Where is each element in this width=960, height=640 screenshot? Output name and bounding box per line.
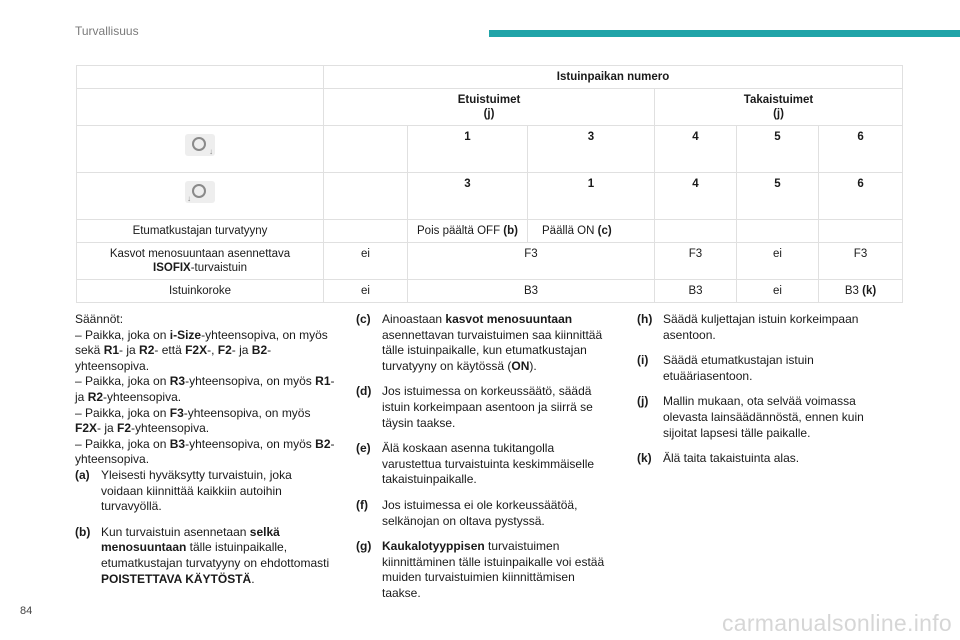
section-title: Turvallisuus: [75, 24, 139, 38]
booster-label: Istuinkoroke: [77, 280, 324, 303]
rear-seats-header: Takaistuimet (j): [655, 89, 903, 126]
steering-wheel-icon: ↓: [185, 134, 215, 156]
page-number: 84: [20, 605, 33, 617]
rule-item: – Paikka, joka on B3-yhteensopiva, on myös B2-yhteensopiva.: [75, 436, 335, 467]
table-title: Istuinpaikan numero: [324, 66, 903, 89]
note-k: (k) Älä taita takaistuinta alas.: [637, 451, 800, 466]
note-d: (d) Jos istuimessa on korkeussäätö, säädä istuin korkeimpaan asentoon ja siirrä se täysin taakse.: [356, 384, 593, 430]
header-accent-bar: [489, 30, 960, 37]
note-h: (h) Säädä kuljettajan istuin korkeimpaan asentoon.: [637, 312, 859, 342]
note-a: (a) Yleisesti hyväksytty turvaistuin, joka voidaan kiinnittää kaikkiin autoihin turvavyöllä.: [75, 467, 292, 514]
table-row: [77, 89, 903, 126]
table-row: Kasvot menosuuntaan asennettava ISOFIX-turvaistuin ei F3 F3 ei F3: [77, 243, 903, 280]
airbag-off: Pois päältä OFF (b): [408, 220, 528, 243]
note-f: (f) Jos istuimessa ei ole korkeussäätöä, selkänojan on oltava pystyssä.: [356, 497, 578, 528]
rules-column: [75, 312, 335, 597]
watermark: carmanualsonline.info: [721, 610, 952, 636]
note-e: (e) Älä koskaan asenna tukitangolla varustettua turvaistuinta keskimmäiselle takaistuinpaikalle.: [356, 441, 595, 487]
seat-table: [76, 65, 903, 303]
airbag-on: Päällä ON (c): [528, 220, 655, 243]
table-row: ↓ 1 3 4 5 6: [77, 126, 903, 173]
front-seats-header: Etuistuimet (j): [324, 89, 655, 126]
rule-item: – Paikka, joka on F3-yhteensopiva, on myös F2X- ja F2-yhteensopiva.: [75, 405, 311, 436]
table-row: [77, 66, 903, 89]
note-g: (g) Kaukalotyyppisen turvaistuimen kiinnittäminen tälle istuinpaikalle voi estää muiden turvaistuimien kiinnittämisen taakse.: [356, 539, 605, 600]
rules-heading: Säännöt:: [75, 312, 124, 326]
note-c: (c) Ainoastaan kasvot menosuuntaan asennettavan turvaistuimen saa kiinnittää tälle istuinpaikalle, kun etumatkustajan turvatyyny on käytössä (ON).: [356, 312, 603, 373]
table-row: ↓ 3 1 4 5 6: [77, 173, 903, 220]
table-row: [77, 220, 903, 243]
isofix-label: Kasvot menosuuntaan asennettava ISOFIX-turvaistuin: [77, 243, 324, 280]
rule-item: – Paikka, joka on i-Size-yhteensopiva, on myös sekä R1- ja R2- että F2X-, F2- ja B2-yhteensopiva.: [75, 327, 328, 373]
note-j: (j) Mallin mukaan, ota selvää voimassa olevasta lainsäädännöstä, ennen kuin sijoitat lapsesi tälle paikalle.: [637, 394, 864, 440]
airbag-label: Etumatkustajan turvatyyny: [77, 220, 324, 243]
note-i: (i) Säädä etumatkustajan istuin etuääriasentoon.: [637, 353, 814, 383]
notes-column-2: [356, 312, 616, 612]
steering-wheel-icon: ↓: [185, 181, 215, 203]
rule-item: – Paikka, joka on R3-yhteensopiva, on myös R1- ja R2-yhteensopiva.: [75, 374, 335, 404]
notes-column-3: [637, 312, 877, 477]
note-b: (b) Kun turvaistuin asennetaan selkä menosuuntaan tälle istuinpaikalle, etumatkustajan turvatyyny on ehdottomasti POISTETTAVA KÄYTÖSTÄ.: [75, 524, 330, 586]
table-row: Istuinkoroke ei B3 B3 ei B3 (k): [77, 280, 903, 303]
